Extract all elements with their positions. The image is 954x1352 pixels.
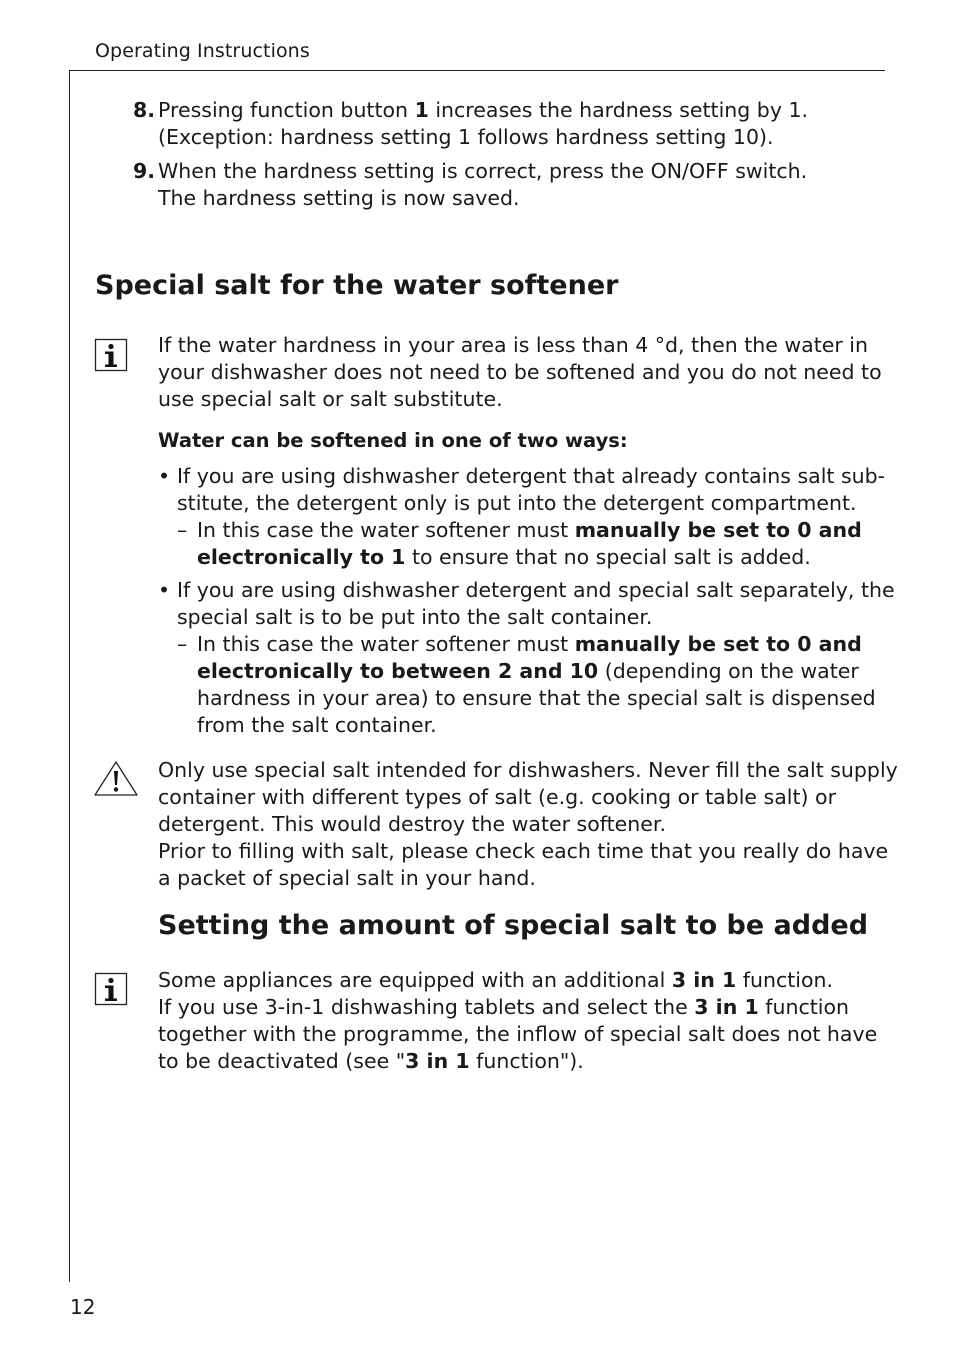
text-part: If you use 3-in-1 dishwashing tablets and select the: [158, 995, 695, 1019]
warning-icon: [93, 760, 139, 798]
text-line: Only use special salt intended for dishwashers. Never fill the salt supply: [158, 758, 898, 782]
text-line: use special salt or salt substitute.: [158, 387, 503, 411]
page-number: 12: [70, 1295, 96, 1319]
info-icon: [94, 338, 128, 372]
bullet-item: [158, 577, 895, 631]
text-line: If the water hardness in your area is less than 4 °d, then the water in: [158, 333, 868, 357]
warning-paragraph: [158, 757, 898, 892]
section-heading-salt-amount: Setting the amount of special salt to be added: [158, 910, 869, 941]
text-part: to ensure that no special salt is added.: [405, 545, 811, 569]
section-heading-special-salt: Special salt for the water softener: [95, 270, 619, 301]
dash-mark: –: [177, 518, 188, 542]
step-text-bold: 1: [414, 98, 429, 122]
text-line: If you are using dishwasher detergent that already contains salt sub-: [177, 464, 886, 488]
text-bold: electronically to 1: [197, 545, 406, 569]
step-text-line: When the hardness setting is correct, press the ON/OFF switch.: [158, 159, 808, 183]
text-line: together with the programme, the inflow of special salt does not have: [158, 1022, 878, 1046]
step-text: [158, 158, 807, 212]
text-line: detergent. This would destroy the water softener.: [158, 812, 666, 836]
text-bold: 3 in 1: [671, 968, 737, 992]
step-text-line: (Exception: hardness setting 1 follows hardness setting 10).: [158, 125, 774, 149]
text-part: In this case the water softener must: [197, 632, 575, 656]
ways-heading: Water can be softened in one of two ways:: [158, 429, 628, 452]
page-header: Operating Instructions: [95, 40, 310, 62]
bullet-mark: •: [158, 464, 171, 488]
text-line: container with different types of salt (e.g. cooking or table salt) or: [158, 785, 837, 809]
step-text-part: increases the hardness setting by 1.: [428, 98, 809, 122]
bullet-mark: •: [158, 578, 171, 602]
text-line: your dishwasher does not need to be softened and you do not need to: [158, 360, 882, 384]
bullet-item: [158, 463, 885, 517]
text-line: hardness in your area) to ensure that the special salt is dispensed: [197, 686, 876, 710]
step-number: 9.: [133, 159, 156, 183]
text-part: In this case the water softener must: [197, 518, 575, 542]
text-line: stitute, the detergent only is put into the detergent compartment.: [177, 491, 857, 515]
dash-mark: –: [177, 632, 188, 656]
step-text: [158, 97, 808, 151]
info-paragraph: [158, 332, 882, 413]
info-icon: [94, 972, 128, 1006]
text-part: function.: [736, 968, 834, 992]
text-bold: 3 in 1: [405, 1049, 470, 1073]
sub-item: [177, 517, 862, 571]
text-bold: manually be set to 0 and: [574, 518, 862, 542]
text-bold: 3 in 1: [694, 995, 759, 1019]
text-part: to be deactivated (see ": [158, 1049, 406, 1073]
text-part: function: [758, 995, 849, 1019]
text-line: If you are using dishwasher detergent and special salt separately, the: [177, 578, 895, 602]
text-part: Some appliances are equipped with an additional: [158, 968, 672, 992]
three-in-one-paragraph: [158, 967, 877, 1075]
margin-rule: [69, 70, 70, 1282]
text-part: function").: [469, 1049, 584, 1073]
text-line: from the salt container.: [197, 713, 437, 737]
text-line: Prior to filling with salt, please check each time that you really do have: [158, 839, 889, 863]
text-part: (depending on the water: [598, 659, 859, 683]
text-bold: electronically to between 2 and 10: [197, 659, 599, 683]
text-bold: manually be set to 0 and: [574, 632, 862, 656]
step-text-line: The hardness setting is now saved.: [158, 186, 520, 210]
text-line: special salt is to be put into the salt container.: [177, 605, 653, 629]
step-text-part: Pressing function button: [158, 98, 415, 122]
sub-item: [177, 631, 876, 739]
text-line: a packet of special salt in your hand.: [158, 866, 536, 890]
step-number: 8.: [133, 98, 156, 122]
header-rule: [69, 70, 885, 71]
